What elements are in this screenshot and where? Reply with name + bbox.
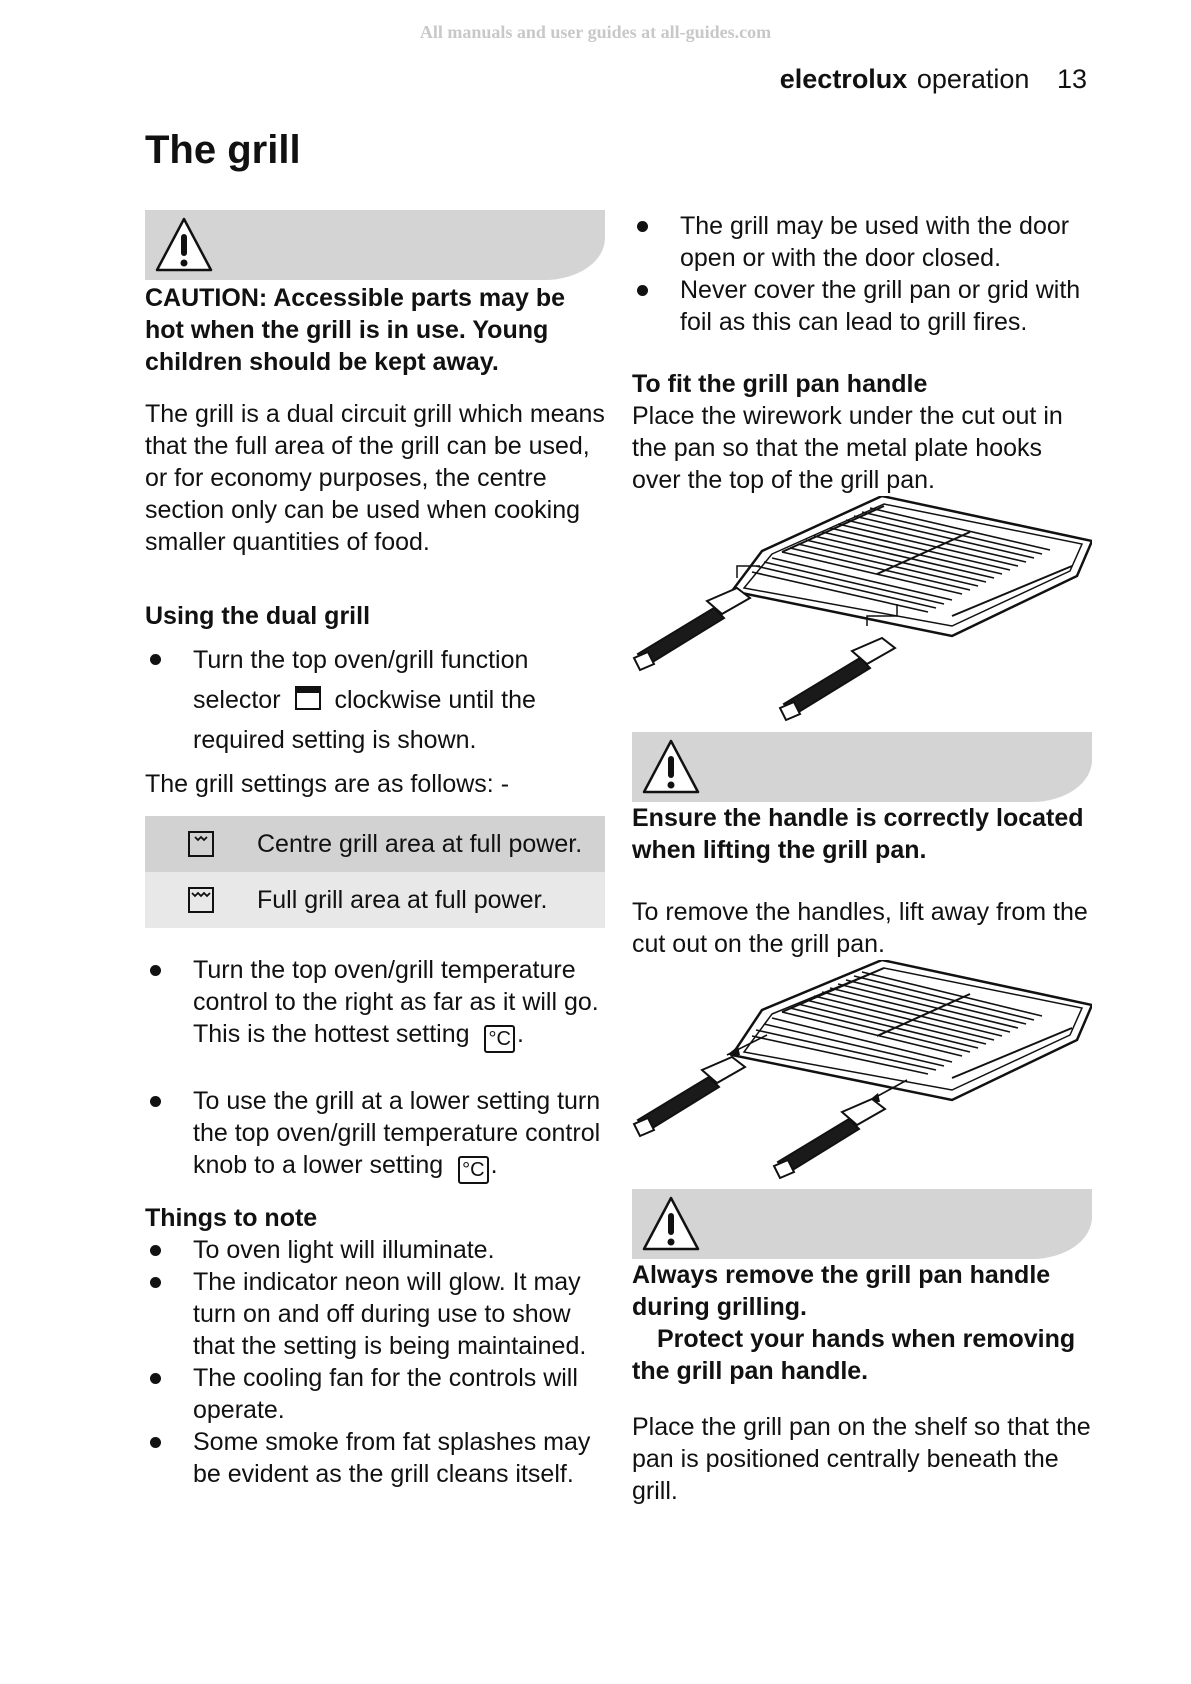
fit-handle-heading: To fit the grill pan handle <box>632 370 928 398</box>
step1-text: Turn the top oven/grill function selector <box>193 646 529 714</box>
table-row <box>145 816 605 872</box>
list-item <box>145 954 605 1053</box>
caution-banner <box>145 210 605 280</box>
note-text: The grill may be used with the door open or with the door closed. <box>680 212 1070 272</box>
things-to-note-heading: Things to note <box>145 1204 318 1232</box>
dual-grill-heading: Using the dual grill <box>145 602 371 630</box>
bullet-icon <box>637 285 648 296</box>
left-column <box>145 210 605 1490</box>
bullet-icon <box>150 965 161 976</box>
list-item <box>145 1266 605 1362</box>
centre-grill-label: Centre grill area at full power. <box>257 829 583 858</box>
place-pan-text: Place the grill pan on the shelf so that the pan is positioned centrally beneath the grill. <box>632 1413 1091 1505</box>
oven-grill-selector-icon <box>294 685 322 711</box>
list-item <box>145 1085 605 1184</box>
bullet-icon <box>150 1245 161 1256</box>
remove-handles-text: To remove the handles, lift away from the cut out on the grill pan. <box>632 898 1088 958</box>
bullet-icon <box>150 1437 161 1448</box>
note-text: The cooling fan for the controls will operate. <box>193 1364 578 1424</box>
list-item <box>632 274 1092 338</box>
temperature-icon: °C <box>484 1025 514 1053</box>
caution-text: CAUTION: Accessible parts may be hot when the grill is in use. Young children should be kept away. <box>145 284 566 376</box>
remove-handle-illustration <box>632 960 1092 1185</box>
bullet-icon <box>150 1373 161 1384</box>
note-text: Some smoke from fat splashes may be evident as the grill cleans itself. <box>193 1428 591 1488</box>
note-text: The indicator neon will glow. It may turn on and off during use to show that the setting is being maintained. <box>193 1268 587 1360</box>
warning-text: Protect your hands when removing the grill pan handle. <box>632 1325 1076 1385</box>
note-text: To oven light will illuminate. <box>193 1236 495 1264</box>
temperature-steps <box>145 954 605 1184</box>
step3-text: To use the grill at a lower setting turn the top oven/grill temperature control knob to a lower setting <box>193 1087 601 1179</box>
dual-grill-steps <box>145 640 605 760</box>
notes-list <box>145 1234 605 1490</box>
fit-handle-illustration <box>632 496 1092 726</box>
step3-text-end: . <box>490 1151 498 1179</box>
table-row <box>145 872 605 928</box>
warning-icon <box>640 737 702 797</box>
temperature-icon: °C <box>458 1156 488 1184</box>
step2-text-end: . <box>516 1020 524 1048</box>
full-grill-icon <box>187 886 215 914</box>
list-item <box>632 210 1092 274</box>
bullet-icon <box>150 1096 161 1107</box>
page-title: The grill <box>145 128 301 172</box>
section-name: operation <box>916 64 1030 94</box>
fit-handle-text: Place the wirework under the cut out in the pan so that the metal plate hooks over the top of the grill pan. <box>632 402 1063 494</box>
full-grill-label: Full grill area at full power. <box>257 885 548 914</box>
warning-text: Always remove the grill pan handle during grilling. <box>632 1261 1051 1321</box>
centre-grill-icon <box>187 830 215 858</box>
bullet-icon <box>150 654 161 665</box>
brand-name: electrolux <box>779 64 908 94</box>
watermark: All manuals and user guides at all-guides.com <box>419 22 772 42</box>
intro-paragraph: The grill is a dual circuit grill which means that the full area of the grill can be used, or for economy purposes, the centre section only can be used when cooking smaller quantities of food. <box>145 400 605 556</box>
list-item <box>145 640 605 760</box>
right-column <box>632 210 1092 1507</box>
page-number: 13 <box>1056 64 1087 94</box>
bullet-icon <box>150 1277 161 1288</box>
door-and-foil-notes <box>632 210 1092 338</box>
warning-icon <box>153 215 215 275</box>
page-header <box>780 64 1087 95</box>
warning-icon <box>640 1194 702 1254</box>
warning-banner <box>632 1189 1092 1259</box>
list-item <box>145 1426 605 1490</box>
warning-banner <box>632 732 1092 802</box>
grill-settings-table <box>145 816 605 928</box>
settings-intro: The grill settings are as follows: - <box>145 770 510 798</box>
list-item <box>145 1234 605 1266</box>
step2-text: Turn the top oven/grill temperature control to the right as far as it will go. This is the hottest setting <box>193 956 599 1048</box>
bullet-icon <box>637 221 648 232</box>
note-text: Never cover the grill pan or grid with foil as this can lead to grill fires. <box>680 276 1081 336</box>
list-item <box>145 1362 605 1426</box>
warning-text: Ensure the handle is correctly located when lifting the grill pan. <box>632 804 1084 864</box>
step1-text-end: clockwise until the required setting is shown. <box>193 686 536 754</box>
